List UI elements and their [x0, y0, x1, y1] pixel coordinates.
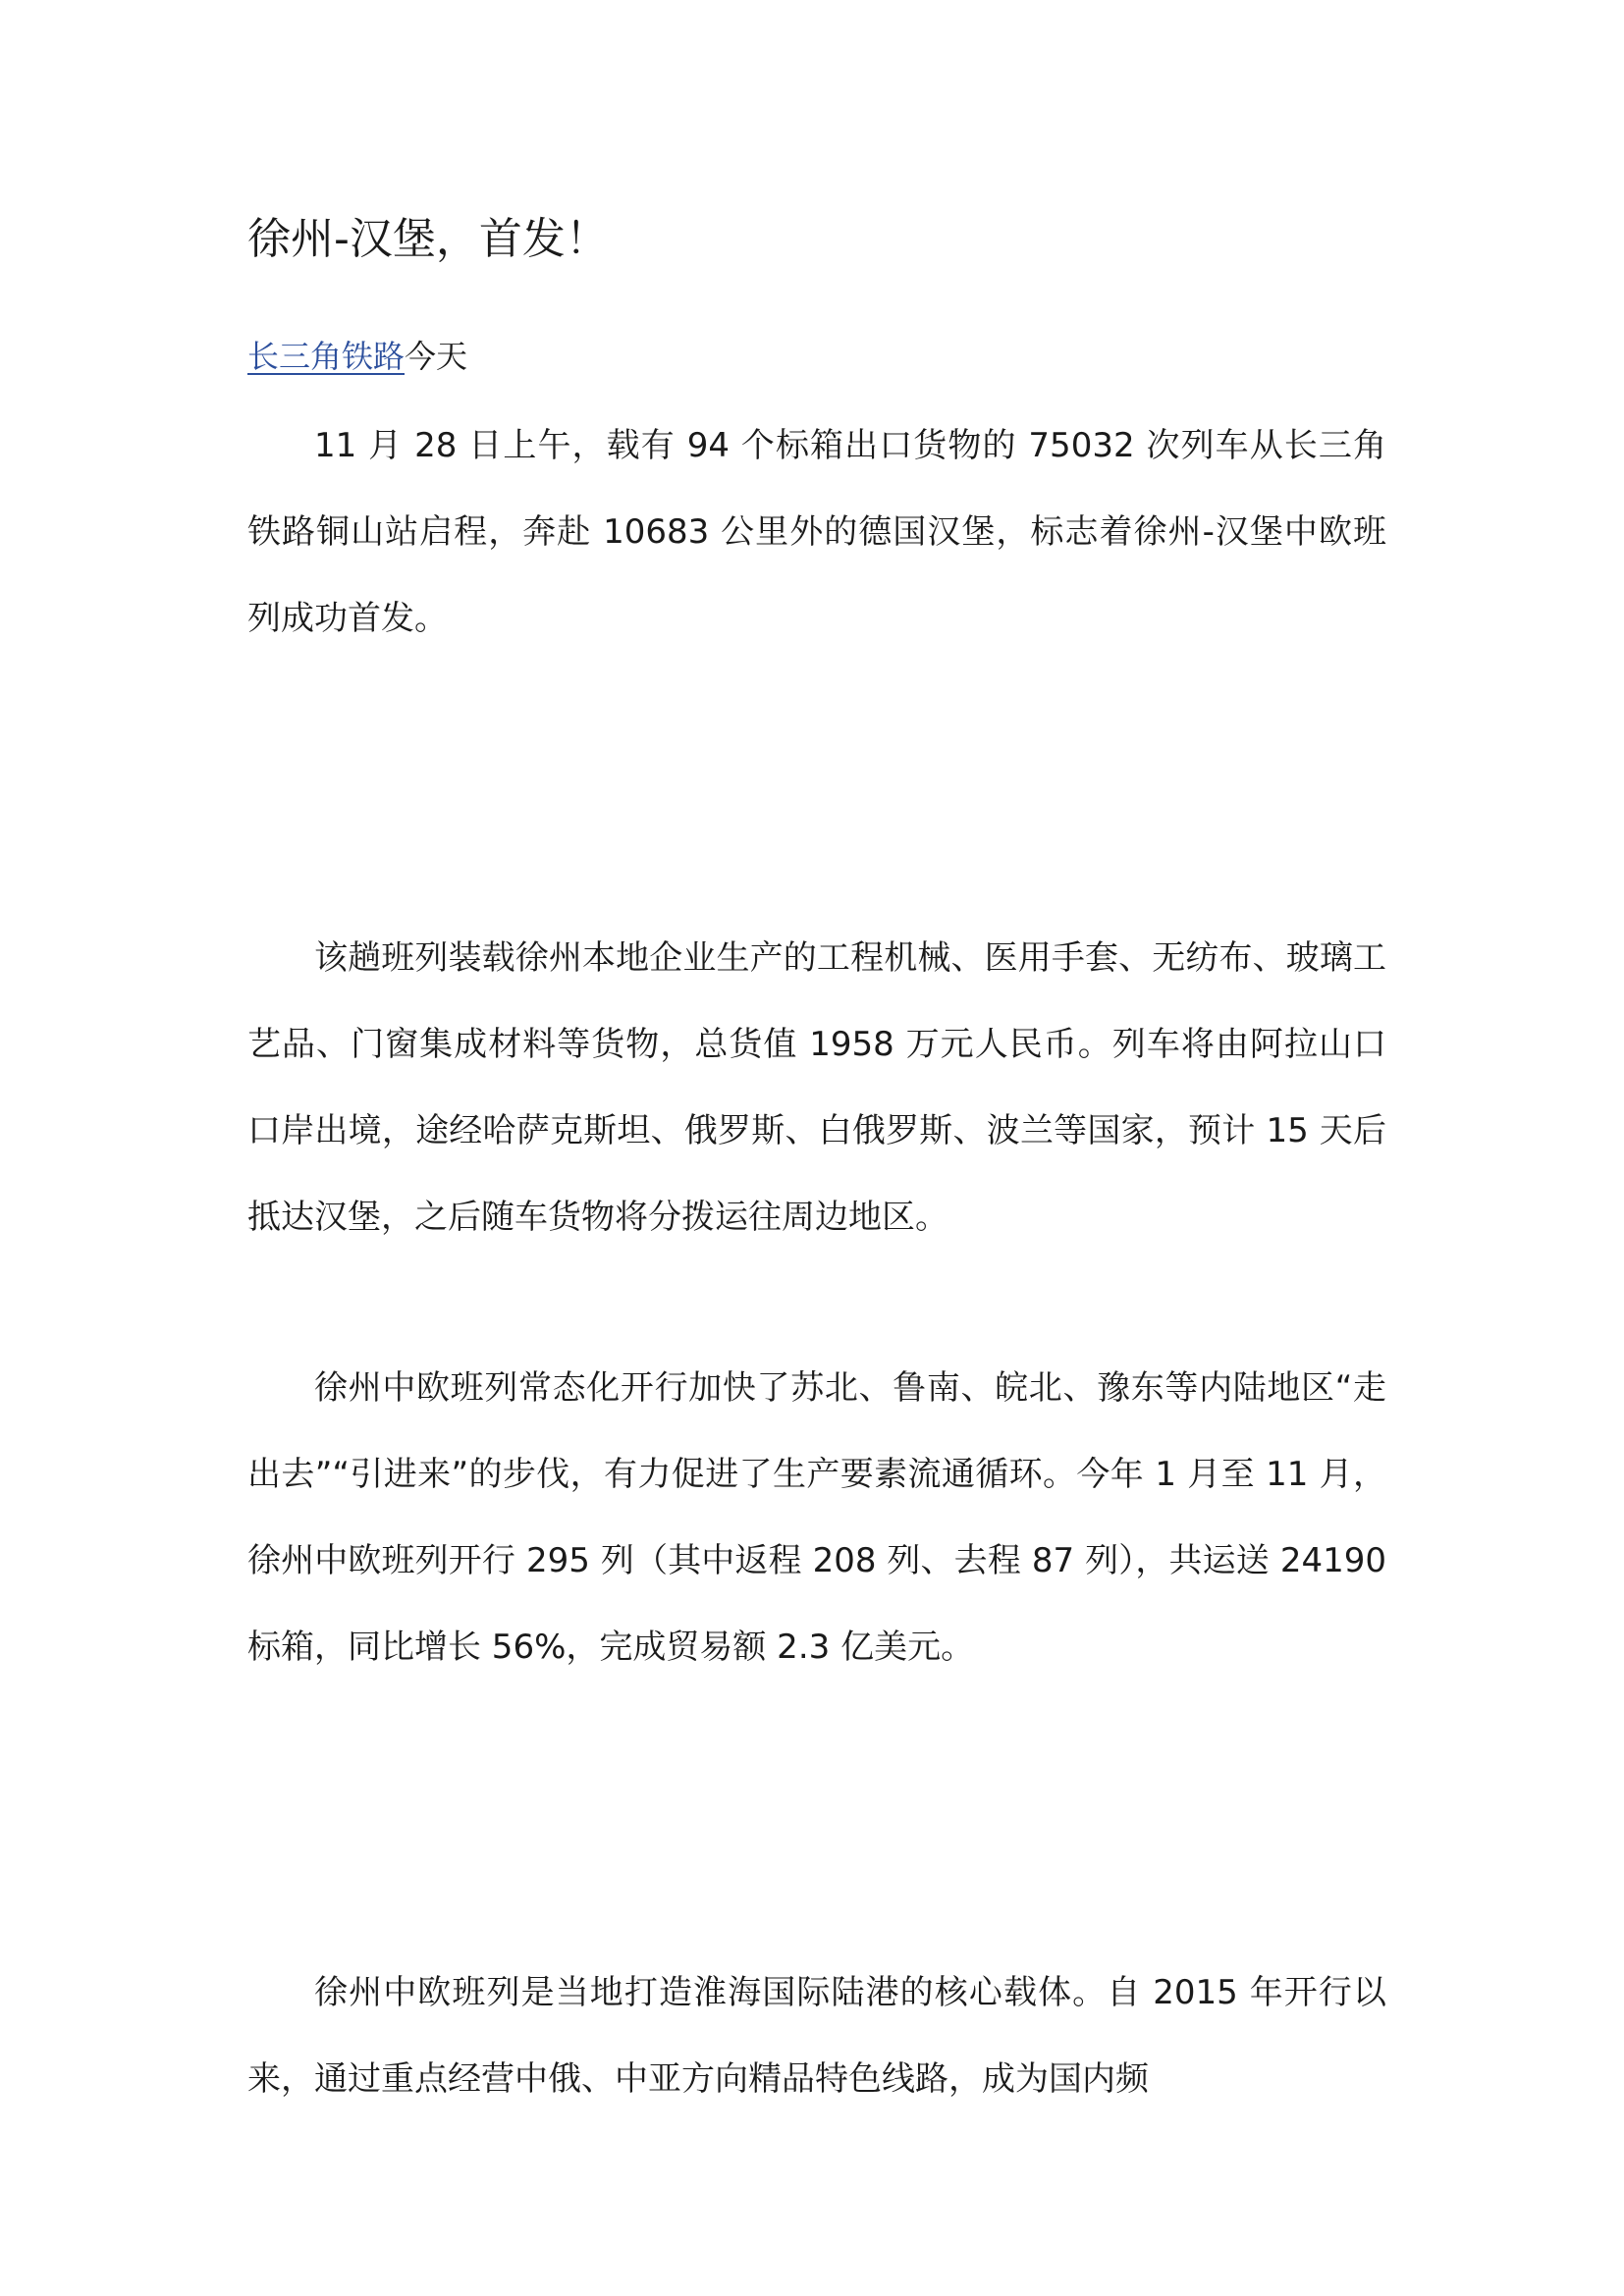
- source-link[interactable]: 长三角铁路: [247, 338, 406, 375]
- article-title: 徐州-汉堡，首发！: [247, 214, 609, 264]
- paragraph-3: 徐州中欧班列常态化开行加快了苏北、鲁南、皖北、豫东等内陆地区“走出去”“引进来”的步伐，有力促进了生产要素流通循环。今年 1 月至 11 月，徐州中欧班列开行 295 列（其中返程 208 列、去程 87 列），共运送 24190 标箱，同比增长 56%，完成贸易额 2.3 亿美元。: [247, 1368, 1386, 1667]
- paragraph-4: 徐州中欧班列是当地打造淮海国际陆港的核心载体。自 2015 年开行以来，通过重点经营中俄、中亚方向精品特色线路，成为国内频: [247, 1973, 1386, 2099]
- publish-date: 今天: [405, 338, 468, 375]
- byline: [247, 334, 467, 379]
- paragraph-2: 该趟班列装载徐州本地企业生产的工程机械、医用手套、无纺布、玻璃工艺品、门窗集成材料等货物，总货值 1958 万元人民币。列车将由阿拉山口口岸出境，途经哈萨克斯坦、俄罗斯、白俄罗斯、波兰等国家，预计 15 天后抵达汉堡，之后随车货物将分拨运往周边地区。: [247, 938, 1386, 1237]
- paragraph-1: 11 月 28 日上午，载有 94 个标箱出口货物的 75032 次列车从长三角铁路铜山站启程，奔赴 10683 公里外的德国汉堡，标志着徐州-汉堡中欧班列成功首发。: [247, 426, 1386, 638]
